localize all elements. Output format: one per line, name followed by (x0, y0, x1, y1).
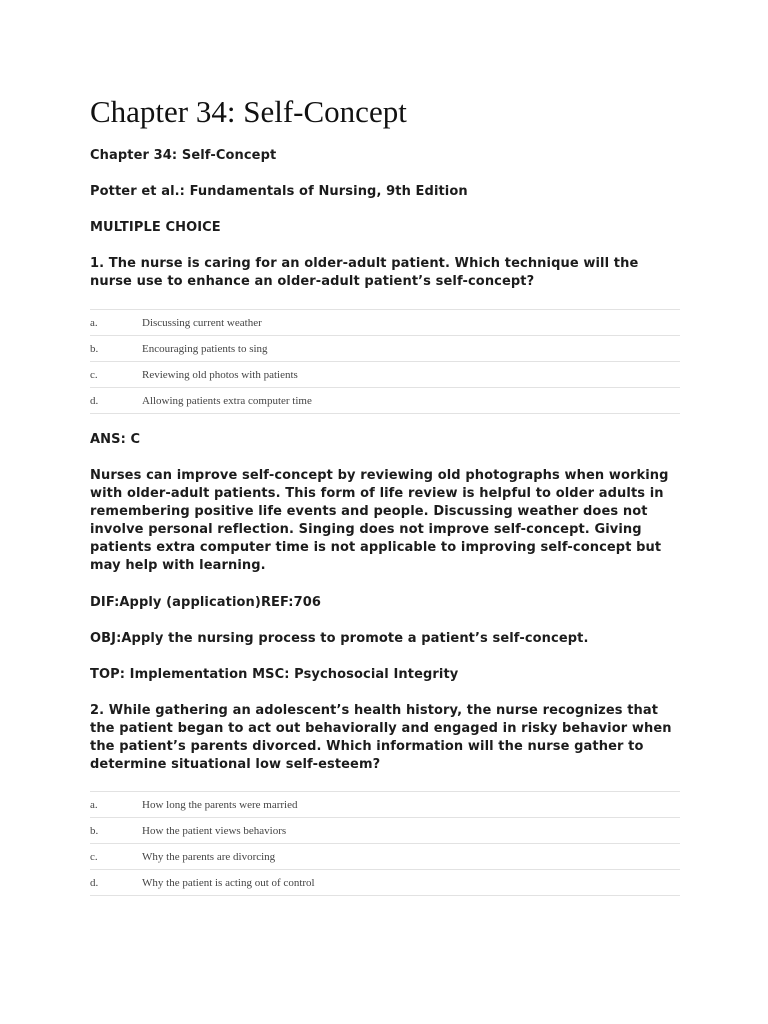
choice-letter: d. (90, 877, 99, 889)
section-heading: MULTIPLE CHOICE (90, 220, 221, 235)
choice-letter: b. (90, 343, 99, 355)
choice-text: Why the parents are divorcing (142, 851, 276, 863)
choice-letter: b. (90, 825, 99, 837)
choice-letter: c. (90, 369, 98, 381)
choice-row (90, 792, 680, 818)
choice-row (90, 336, 680, 362)
question-2-choices (90, 791, 680, 896)
question-2: 2. While gathering an adolescent’s health history, the nurse recognizes that the patient began to act out behaviorally and engaged in risky behavior when the patient’s parents divorced. Which information will the nurse gather to determine situational low self-esteem? (90, 703, 672, 772)
choice-row (90, 818, 680, 844)
choice-text: Discussing current weather (142, 317, 262, 329)
choice-row (90, 362, 680, 388)
choice-text: How the patient views behaviors (142, 825, 287, 837)
choice-text: Encouraging patients to sing (142, 343, 268, 355)
question-1-choices (90, 309, 680, 414)
choice-text: How long the parents were married (142, 799, 298, 811)
question-1: 1. The nurse is caring for an older-adult patient. Which technique will the nurse use to enhance an older-adult patient’s self-concept? (90, 256, 639, 289)
choice-row (90, 310, 680, 336)
answer-key: ANS: C (90, 432, 141, 447)
choice-row (90, 870, 680, 896)
choice-text: Allowing patients extra computer time (142, 395, 312, 407)
choice-letter: d. (90, 395, 99, 407)
rationale: Nurses can improve self-concept by reviewing old photographs when working with older-adult patients. This form of life review is helpful to older adults in remembering positive life events and people. Discussing weather does not involve personal reflection. Singing does not improve self-concept. Giving patients extra computer time is not applicable to improving self-concept but may help with learning. (90, 468, 669, 573)
choice-letter: c. (90, 851, 98, 863)
topic-msc: TOP: Implementation MSC: Psychosocial Integrity (90, 667, 459, 682)
difficulty-reference: DIF:Apply (application)REF:706 (90, 595, 322, 610)
book-reference: Potter et al.: Fundamentals of Nursing, 9th Edition (90, 184, 468, 199)
choice-row (90, 844, 680, 870)
choice-letter: a. (90, 317, 98, 329)
choice-text: Why the patient is acting out of control (142, 877, 315, 889)
choice-row (90, 388, 680, 414)
page-title: Chapter 34: Self-Concept (90, 94, 407, 129)
choice-letter: a. (90, 799, 98, 811)
choice-text: Reviewing old photos with patients (142, 369, 298, 381)
chapter-subtitle: Chapter 34: Self-Concept (90, 148, 277, 163)
objective: OBJ:Apply the nursing process to promote a patient’s self-concept. (90, 631, 589, 646)
